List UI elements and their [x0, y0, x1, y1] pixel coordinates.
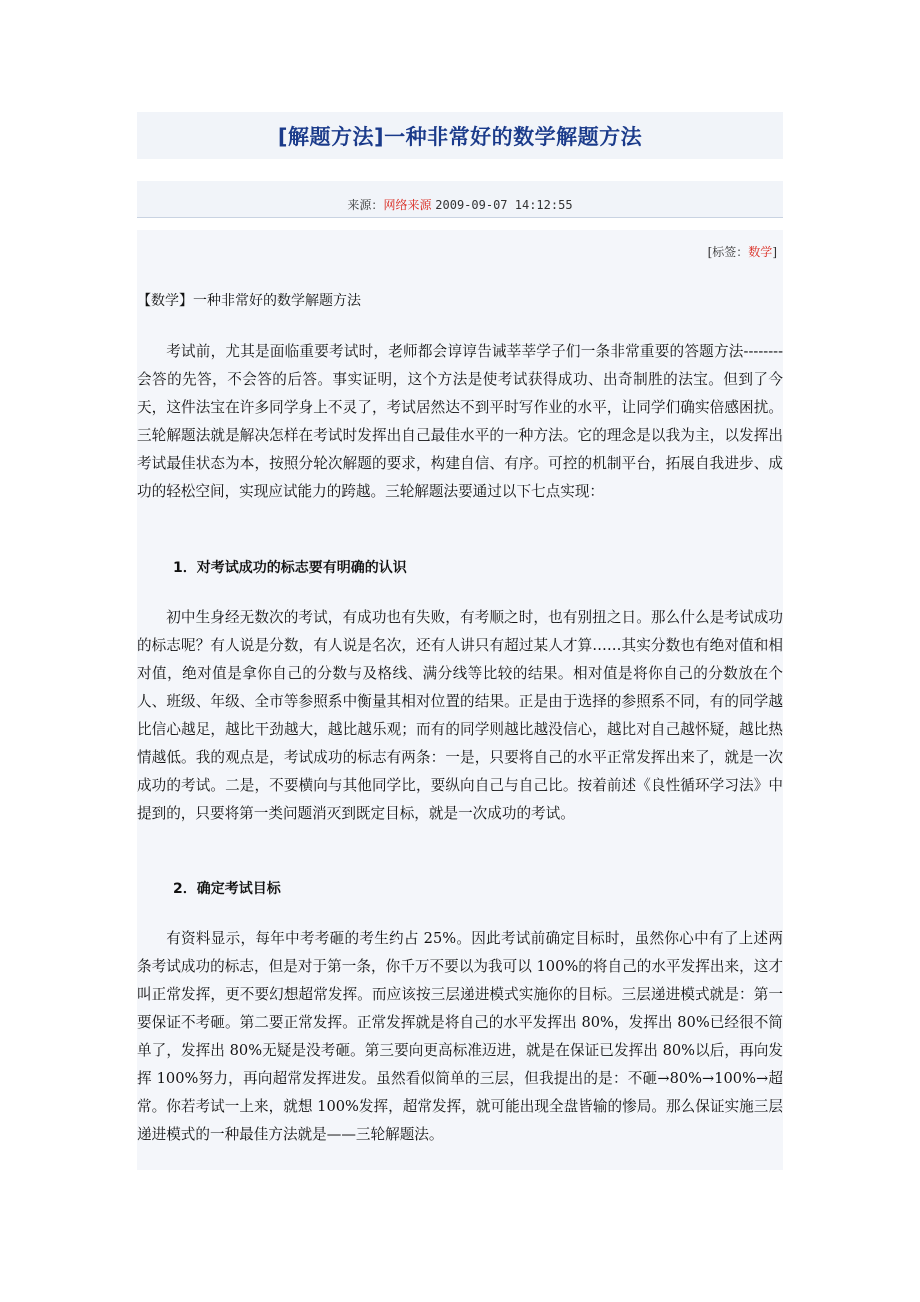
section-1-heading: 1．对考试成功的标志要有明确的认识	[173, 560, 407, 576]
intro-paragraph: 考试前，尤其是面临重要考试时，老师都会谆谆告诫莘莘学子们一条非常重要的答题方法--------会答的先答，不会答的后答。事实证明，这个方法是使考试获得成功、出奇制胜的法宝。但到了今天，这件法宝在许多同学身上不灵了，考试居然达不到平时写作业的水平，让同学们确实倍感困扰。三轮解题法就是解决怎样在考试时发挥出自己最佳水平的一种方法。它的理念是以我为主，以发挥出考试最佳状态为本，按照分轮次解题的要求，构建自信、有序。可控的机制平台，拓展自我进步、成功的轻松空间，实现应试能力的跨越。三轮解题法要通过以下七点实现：	[137, 343, 783, 500]
section-2-paragraph: 有资料显示，每年中考考砸的考生约占 25%。因此考试前确定目标时，虽然你心中有了上述两条考试成功的标志，但是对于第一条，你千万不要以为我可以 100%的将自己的水平发挥出来，这才叫正常发挥，更不要幻想超常发挥。而应该按三层递进模式实施你的目标。三层递进模式就是：第一要保证不考砸。第二要正常发挥。正常发挥就是将自己的水平发挥出 80%，发挥出 80%已经很不简单了，发挥出 80%无疑是没考砸。第三要向更高标准迈进，就是在保证已发挥出 80%以后，再向发挥 100%努力，再向超常发挥进发。虽然看似简单的三层，但我提出的是：不砸→80%→100%→超常。你若考试一上来，就想 100%发挥，超常发挥，就可能出现全盘皆输的惨局。那么保证实施三层递进模式的一种最佳方法就是——三轮解题法。	[137, 930, 783, 1143]
source-link[interactable]: 网络来源	[383, 198, 432, 212]
subject-line: 【数学】一种非常好的数学解题方法	[137, 293, 361, 309]
section-1-paragraph: 初中生身经无数次的考试，有成功也有失败，有考顺之时，也有别扭之日。那么什么是考试成功的标志呢？有人说是分数，有人说是名次，还有人讲只有超过某人才算……其实分数也有绝对值和相对值，绝对值是拿你自己的分数与及格线、满分线等比较的结果。相对值是将你自己的分数放在个人、班级、年级、全市等参照系中衡量其相对位置的结果。正是由于选择的参照系不同，有的同学越比信心越足，越比干劲越大，越比越乐观；而有的同学则越比越没信心，越比对自己越怀疑，越比热情越低。我的观点是，考试成功的标志有两条：一是，只要将自己的水平正常发挥出来了，就是一次成功的考试。二是，不要横向与其他同学比，要纵向自己与自己比。按着前述《良性循环学习法》中提到的，只要将第一类问题消灭到既定目标，就是一次成功的考试。	[137, 609, 783, 822]
tag-line	[708, 243, 777, 260]
article-content	[137, 230, 783, 1170]
tag-close: ]	[772, 245, 777, 259]
section-2-heading: 2．确定考试目标	[173, 881, 281, 897]
article-meta	[347, 196, 572, 213]
source-label: 来源：	[347, 198, 384, 212]
title-bar	[137, 112, 783, 159]
article-title: [解题方法]一种非常好的数学解题方法	[277, 124, 643, 149]
meta-bar	[137, 181, 783, 218]
tag-open: [标签：	[707, 245, 749, 259]
tag-link-math[interactable]: 数学	[748, 245, 773, 259]
publish-datetime: 2009-09-07 14:12:55	[435, 198, 573, 212]
